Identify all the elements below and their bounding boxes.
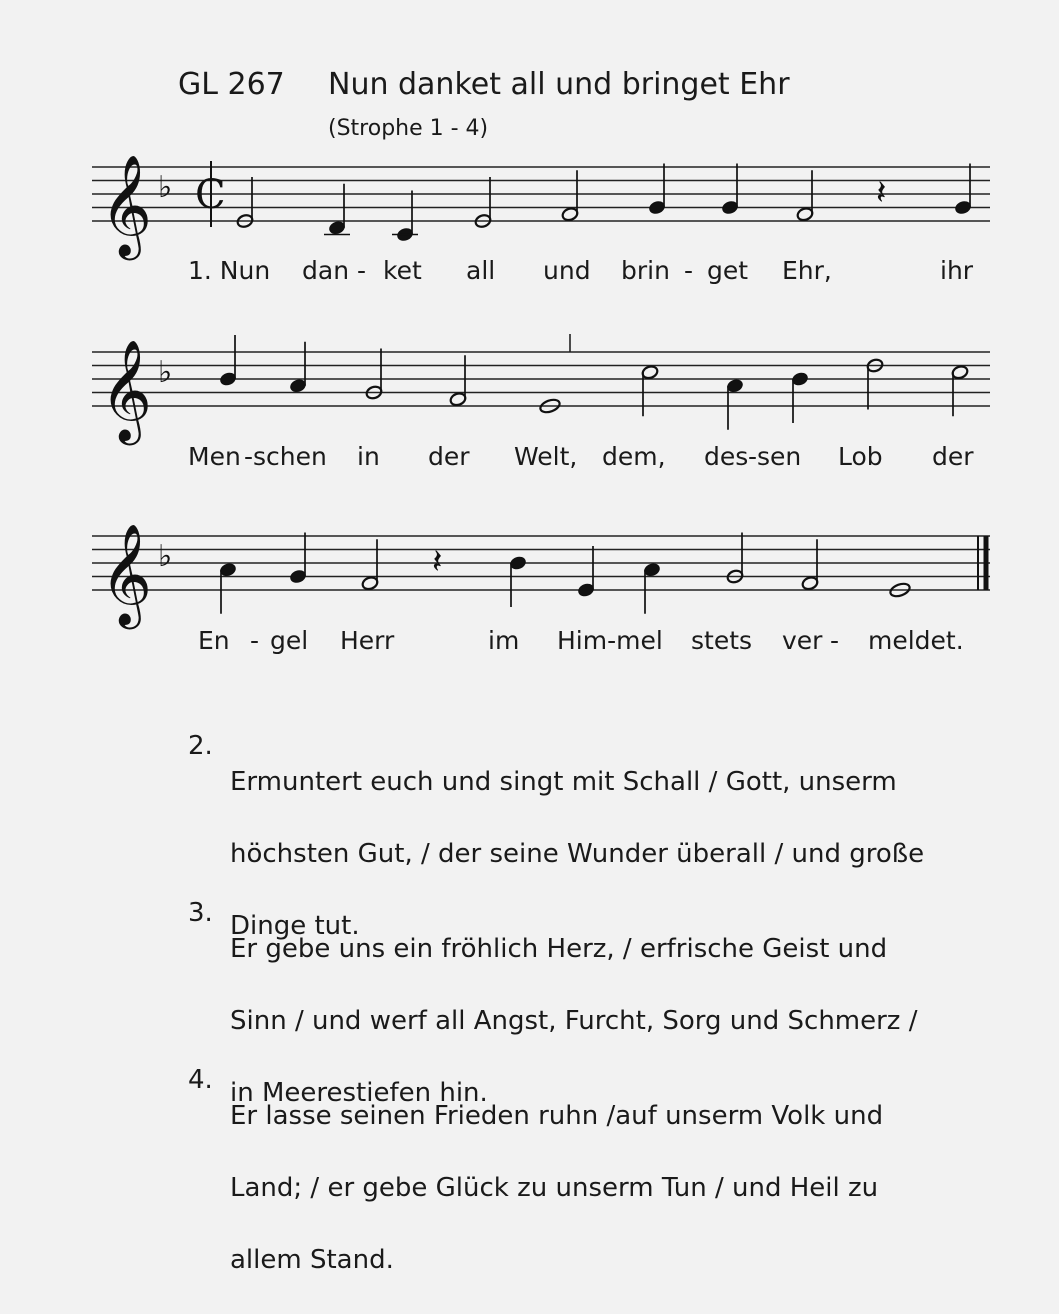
lyric-syllable: dem, bbox=[602, 442, 666, 471]
verse-line: höchsten Gut, / der seine Wunder überall / und große bbox=[230, 839, 925, 869]
staff-system-1 bbox=[92, 153, 990, 261]
lyric-syllable: get bbox=[707, 256, 749, 285]
lyric-syllable: - bbox=[684, 256, 694, 285]
lyric-syllable: des bbox=[704, 442, 749, 471]
lyric-syllable: - bbox=[357, 256, 367, 285]
lyric-syllable: gel bbox=[270, 626, 309, 655]
lyric-syllable: meldet. bbox=[868, 626, 964, 655]
verse-line: Er gebe uns ein fröhlich Herz, / erfrische Geist und bbox=[230, 934, 888, 964]
treble-clef-icon: 𝄞 bbox=[100, 522, 153, 625]
verse-line: in Meerestiefen hin. bbox=[230, 1078, 488, 1108]
verse-number: 2. bbox=[188, 731, 213, 761]
lyric-syllable: En bbox=[198, 626, 230, 655]
lyric-syllable: Ehr, bbox=[782, 256, 832, 285]
verse-line: Dinge tut. bbox=[230, 911, 360, 941]
lyric-syllable: - bbox=[830, 626, 840, 655]
quarter-rest-icon: 𝄽 bbox=[876, 173, 887, 213]
lyric-syllable: -schen bbox=[244, 442, 327, 471]
lyric-syllable: all bbox=[466, 256, 496, 285]
lyric-syllable: der bbox=[428, 442, 470, 471]
lyric-syllable: stets bbox=[691, 626, 753, 655]
lyric-syllable: der bbox=[932, 442, 974, 471]
lyric-syllable: Herr bbox=[340, 626, 395, 655]
verse-line: Ermuntert euch und singt mit Schall / Gott, unserm bbox=[230, 767, 897, 797]
lyric-syllable: ket bbox=[383, 256, 422, 285]
verse-line: Sinn / und werf all Angst, Furcht, Sorg und Schmerz / bbox=[230, 1006, 918, 1036]
lyric-syllable: 1. Nun bbox=[188, 256, 271, 285]
treble-clef-icon: 𝄞 bbox=[100, 153, 153, 256]
quarter-rest-icon: 𝄽 bbox=[432, 542, 443, 582]
verse-line: Land; / er gebe Glück zu unserm Tun / und Heil zu bbox=[230, 1173, 879, 1203]
staff-system-2 bbox=[92, 334, 990, 446]
verse-text bbox=[230, 1062, 1010, 1314]
lyric-syllable: im bbox=[488, 626, 520, 655]
verse-line: allem Stand. bbox=[230, 1245, 394, 1275]
lyric-syllable: in bbox=[357, 442, 380, 471]
verse-line: Er lasse seinen Frieden ruhn /auf unserm Volk und bbox=[230, 1101, 884, 1131]
alla-breve-icon: C bbox=[195, 172, 226, 218]
lyric-syllable: - bbox=[250, 626, 260, 655]
lyric-syllable: ihr bbox=[940, 256, 974, 285]
hymn-title: Nun danket all und bringet Ehr bbox=[328, 67, 790, 102]
lyric-syllable: ver bbox=[782, 626, 823, 655]
lyric-syllable: Him-mel bbox=[557, 626, 663, 655]
flat-icon: ♭ bbox=[158, 170, 173, 205]
verse-number: 4. bbox=[188, 1065, 213, 1095]
lyric-syllable: Lob bbox=[838, 442, 883, 471]
flat-icon: ♭ bbox=[158, 539, 173, 574]
hymn-number: GL 267 bbox=[178, 67, 285, 102]
lyric-syllable: Men bbox=[188, 442, 241, 471]
treble-clef-icon: 𝄞 bbox=[100, 338, 153, 441]
staff-system-3 bbox=[92, 522, 990, 630]
lyric-syllable: und bbox=[543, 256, 591, 285]
lyric-syllable: Welt, bbox=[514, 442, 578, 471]
verse-number: 3. bbox=[188, 898, 213, 928]
hymn-subtitle: (Strophe 1 - 4) bbox=[328, 116, 489, 141]
lyric-syllable: brin bbox=[621, 256, 670, 285]
flat-icon: ♭ bbox=[158, 355, 173, 390]
lyric-syllable: dan bbox=[302, 256, 350, 285]
lyric-syllable: -sen bbox=[748, 442, 802, 471]
